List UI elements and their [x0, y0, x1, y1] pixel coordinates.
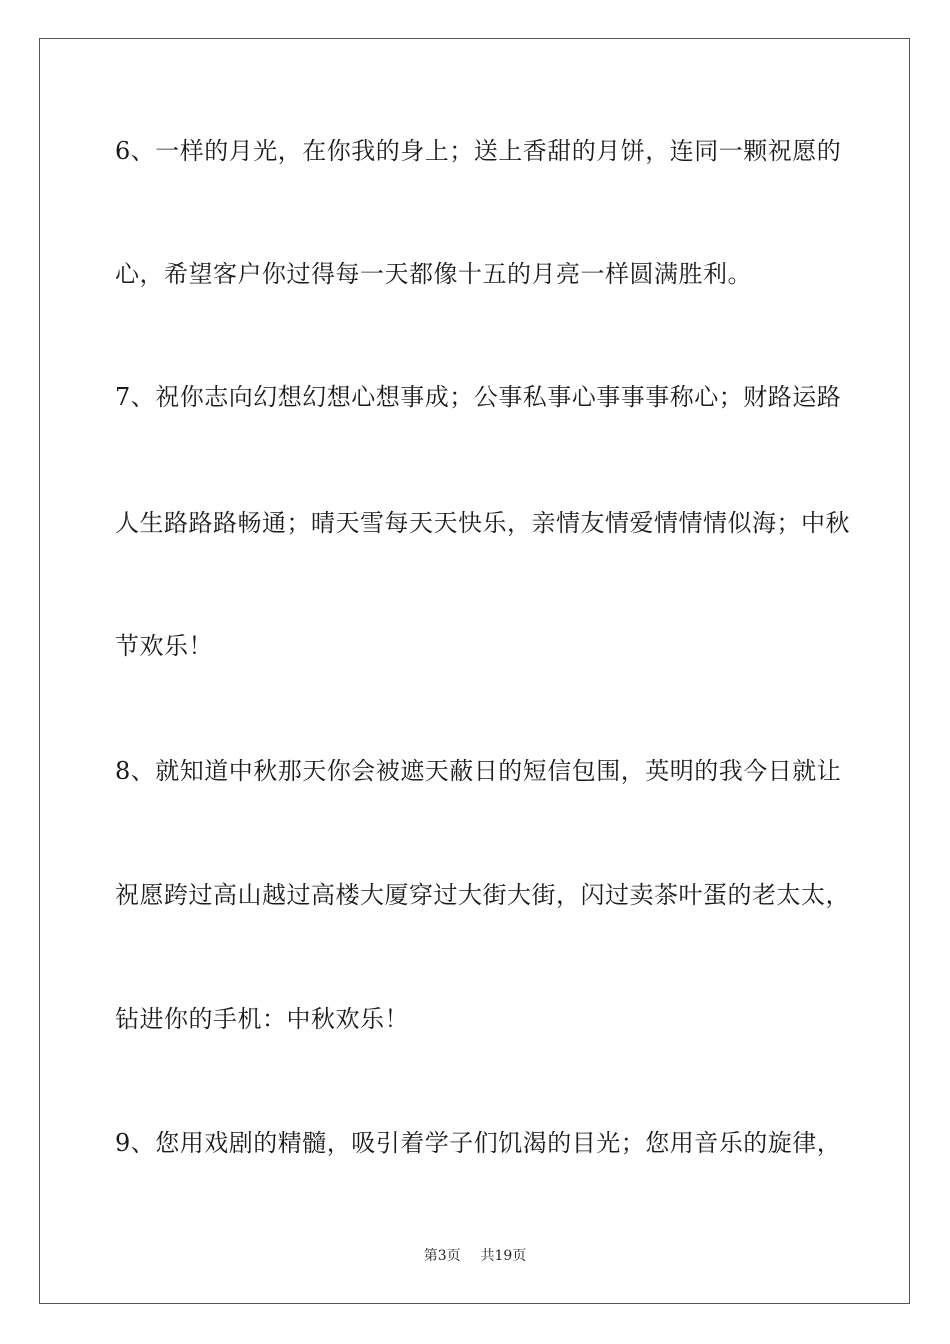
text-line-9: 9、您用戏剧的精髓，吸引着学子们饥渴的目光；您用音乐的旋律， — [115, 1129, 842, 1157]
text-line-4: 人生路路路畅通；晴天雪每天天快乐，亲情友情爱情情情似海；中秋 — [115, 509, 850, 537]
total-pages: 共19页 — [480, 1248, 527, 1264]
text-line-6: 8、就知道中秋那天你会被遮天蔽日的短信包围，英明的我今日就让 — [115, 757, 842, 785]
page-footer — [0, 1246, 950, 1266]
text-line-5: 节欢乐！ — [115, 632, 213, 660]
text-line-3: 7、祝你志向幻想幻想心想事成；公事私事心事事事称心；财路运路 — [115, 383, 842, 411]
text-line-8: 钻进你的手机：中秋欢乐！ — [115, 1005, 409, 1033]
text-line-1: 6、一样的月光，在你我的身上；送上香甜的月饼，连同一颗祝愿的 — [115, 137, 842, 165]
page-number: 第3页 — [423, 1248, 461, 1264]
text-line-7: 祝愿跨过高山越过高楼大厦穿过大街大街，闪过卖茶叶蛋的老太太， — [115, 881, 850, 909]
text-line-2: 心，希望客户你过得每一天都像十五的月亮一样圆满胜利。 — [115, 260, 752, 288]
page-border — [39, 38, 910, 1304]
